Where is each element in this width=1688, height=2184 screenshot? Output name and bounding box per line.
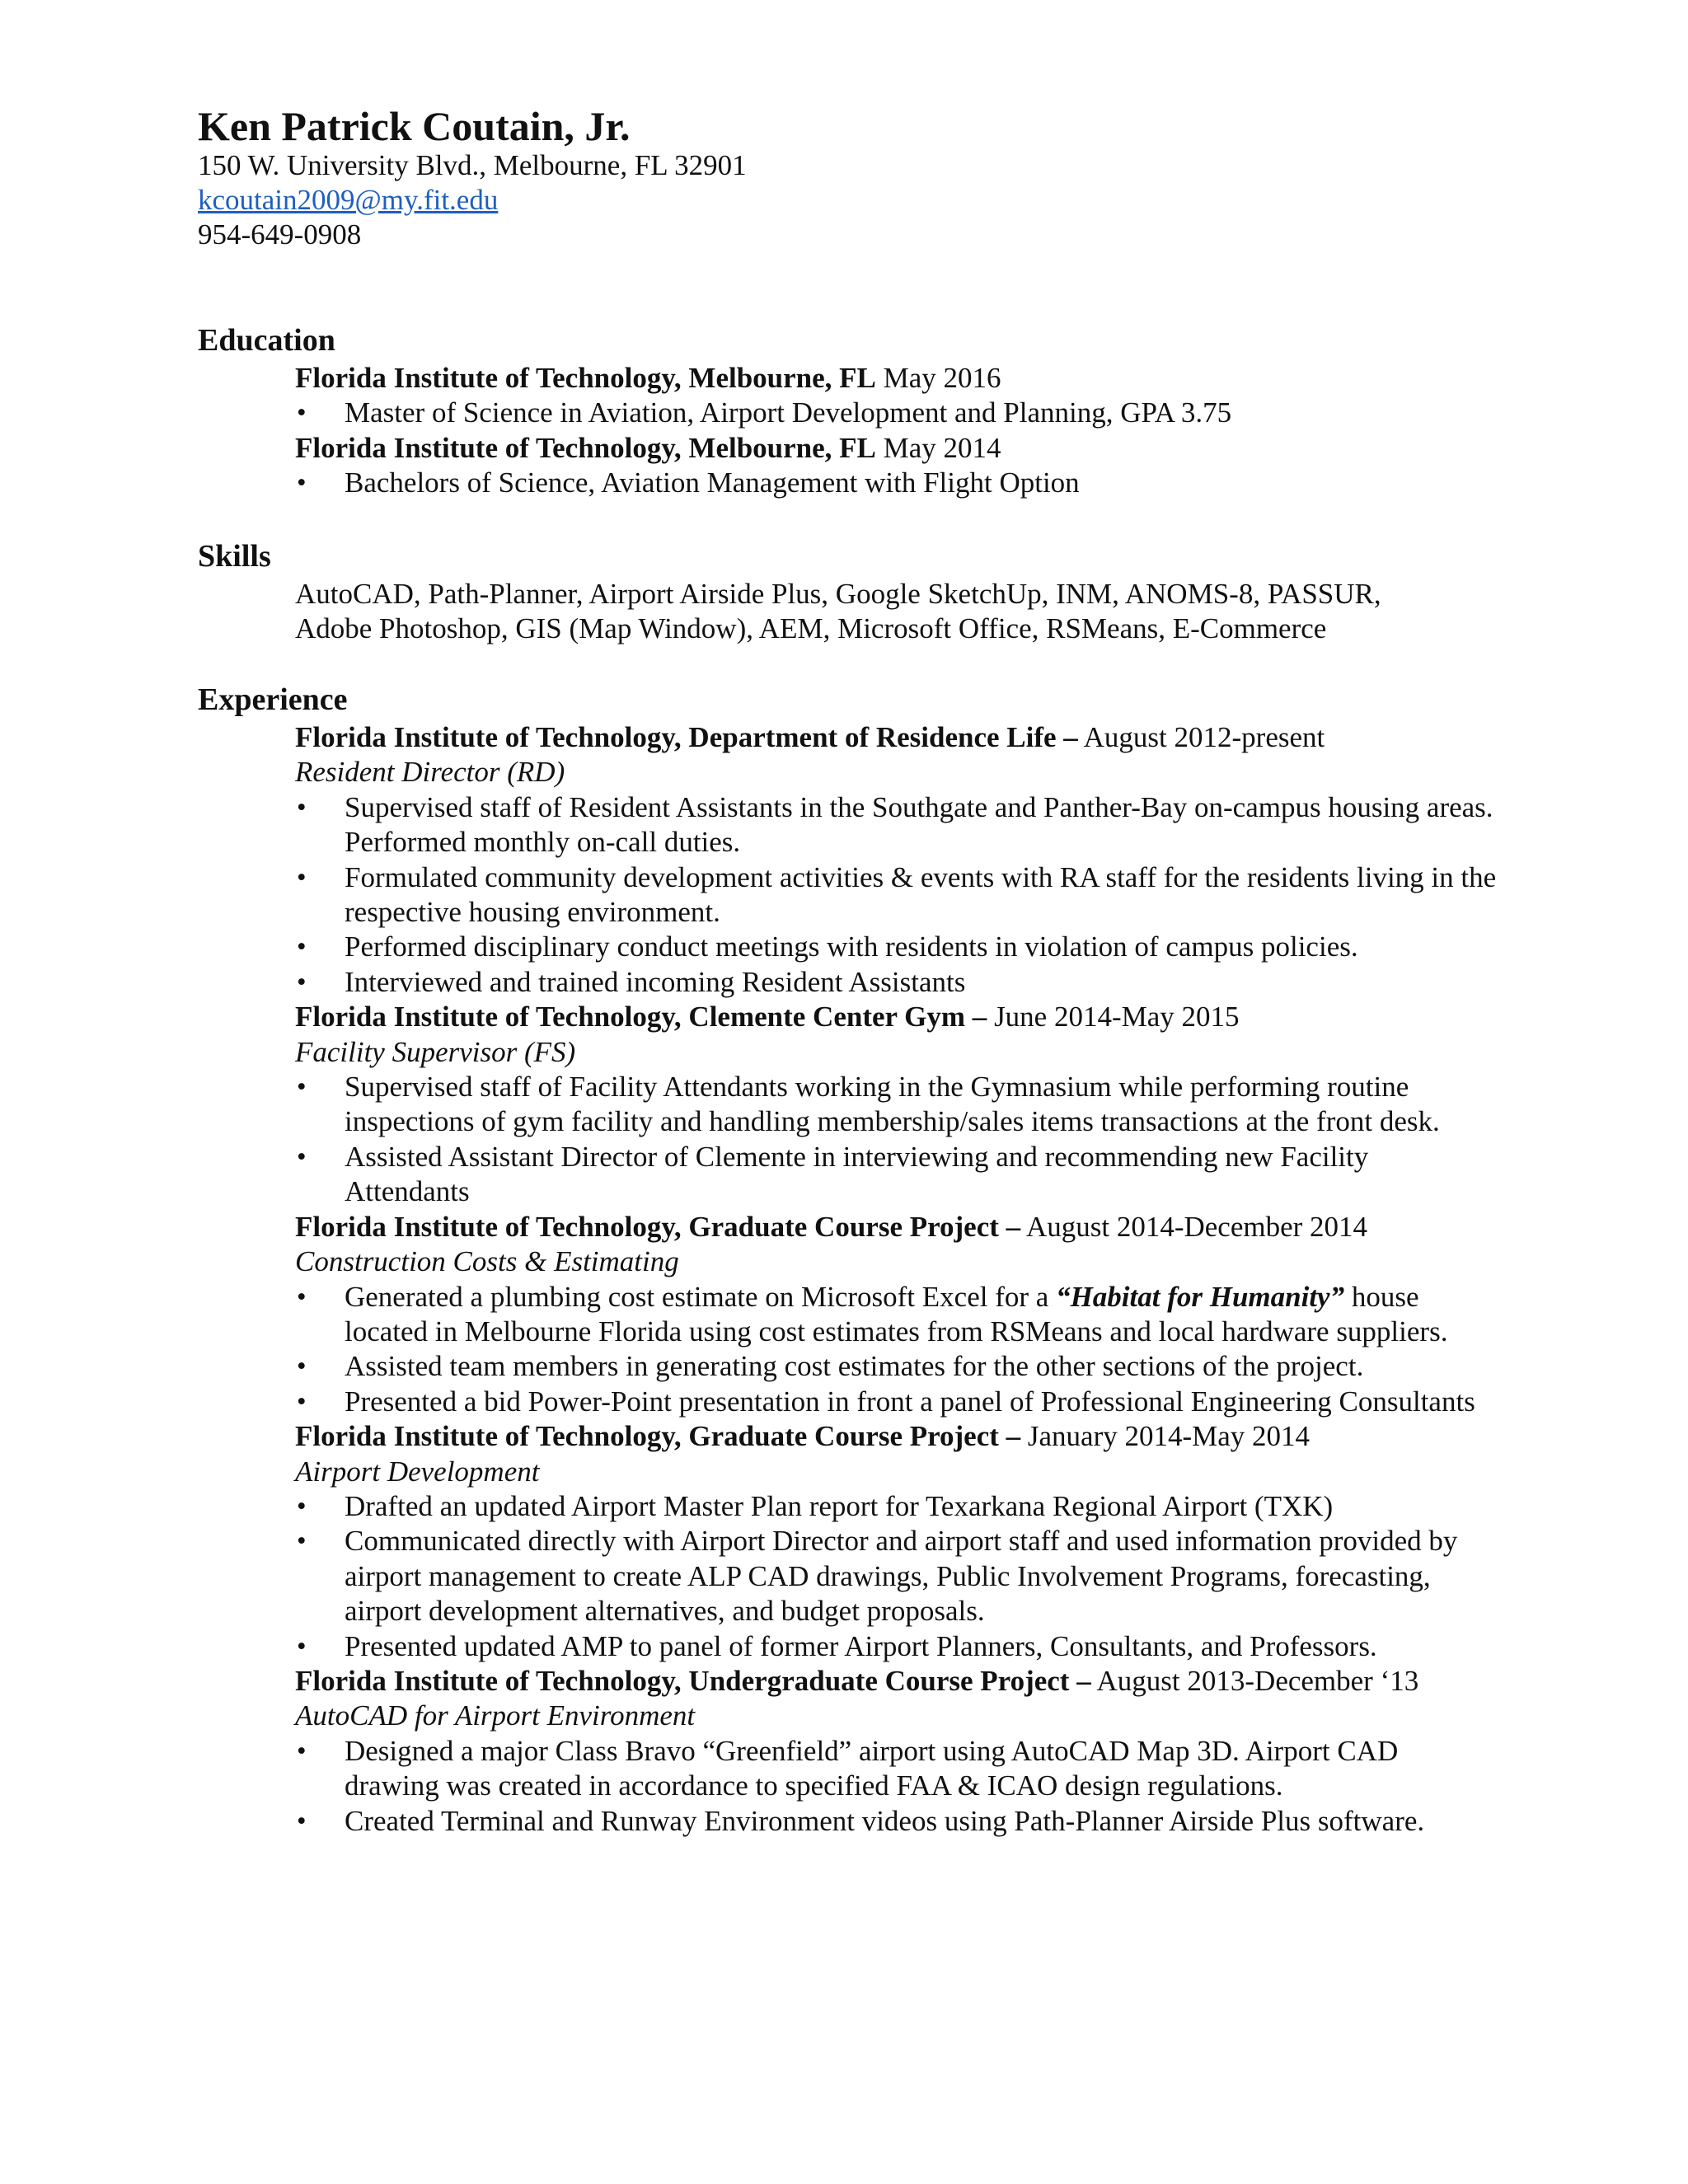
education-heading: Education xyxy=(198,323,335,358)
job-bullet: • Designed a major Class Bravo “Greenfield” airport using AutoCAD Map 3D. Airport CAD drawing was created in accordance to specified FAA & ICAO design regulations. xyxy=(295,1734,1498,1804)
education-entry-detail: • Bachelors of Science, Aviation Management with Flight Option xyxy=(295,466,1498,500)
job-bullet: • Presented a bid Power-Point presentation in front a panel of Professional Engineering Consultants xyxy=(295,1385,1498,1419)
phone-number: 954-649-0908 xyxy=(198,218,362,251)
job-bullet: • Supervised staff of Resident Assistants in the Southgate and Panther-Bay on-campus housing areas. Performed monthly on-call duties. xyxy=(295,790,1498,860)
job-bullet: • Created Terminal and Runway Environment videos using Path-Planner Airside Plus software. xyxy=(295,1804,1498,1839)
education-entry-school: Florida Institute of Technology, Melbourne, FL May 2014 xyxy=(295,431,1001,464)
job-bullet: • Generated a plumbing cost estimate on Microsoft Excel for a “Habitat for Humanity” house located in Melbourne Florida using cost estimates from RSMeans and local hardware suppliers. xyxy=(295,1280,1498,1350)
job-header: Florida Institute of Technology, Undergraduate Course Project – August 2013-December ‘13 xyxy=(295,1664,1419,1697)
skills-line: AutoCAD, Path-Planner, Airport Airside Plus, Google SketchUp, INM, ANOMS-8, PASSUR, xyxy=(295,578,1381,610)
job-bullet: • Performed disciplinary conduct meetings with residents in violation of campus policies. xyxy=(295,930,1498,964)
job-role: Facility Supervisor (FS) xyxy=(295,1035,576,1068)
education-entry-detail: • Master of Science in Aviation, Airport Development and Planning, GPA 3.75 xyxy=(295,396,1498,430)
skills-line: Adobe Photoshop, GIS (Map Window), AEM, Microsoft Office, RSMeans, E-Commerce xyxy=(295,612,1327,645)
job-bullet: • Drafted an updated Airport Master Plan report for Texarkana Regional Airport (TXK) xyxy=(295,1489,1498,1524)
email-link[interactable]: kcoutain2009@my.fit.edu xyxy=(198,184,499,216)
job-header: Florida Institute of Technology, Clemente Center Gym – June 2014-May 2015 xyxy=(295,1001,1240,1033)
address: 150 W. University Blvd., Melbourne, FL 32901 xyxy=(198,149,747,181)
job-header: Florida Institute of Technology, Graduate Course Project – January 2014-May 2014 xyxy=(295,1420,1311,1453)
job-header: Florida Institute of Technology, Department of Residence Life – August 2012-present xyxy=(295,721,1325,753)
job-role: Airport Development xyxy=(295,1455,540,1488)
habitat-for-humanity-emphasis: “Habitat for Humanity” xyxy=(1056,1280,1345,1313)
job-role: Construction Costs & Estimating xyxy=(295,1245,679,1278)
experience-heading: Experience xyxy=(198,682,348,717)
job-bullet: • Presented updated AMP to panel of former Airport Planners, Consultants, and Professors. xyxy=(295,1629,1498,1664)
job-header: Florida Institute of Technology, Graduate Course Project – August 2014-December 2014 xyxy=(295,1210,1368,1243)
skills-heading: Skills xyxy=(198,539,271,574)
job-role: AutoCAD for Airport Environment xyxy=(295,1699,696,1732)
education-entry-school: Florida Institute of Technology, Melbourne, FL May 2016 xyxy=(295,362,1001,394)
education-section xyxy=(295,361,1498,501)
skills-section xyxy=(295,577,1498,647)
applicant-name: Ken Patrick Coutain, Jr. xyxy=(198,103,631,149)
experience-section xyxy=(295,720,1498,1839)
job-bullet: • Assisted team members in generating cost estimates for the other sections of the project. xyxy=(295,1349,1498,1384)
job-bullet: • Communicated directly with Airport Director and airport staff and used information provided by airport management to create ALP CAD drawings, Public Involvement Programs, forecasting, airport development alternatives, and budget proposals. xyxy=(295,1524,1498,1629)
job-bullet: • Assisted Assistant Director of Clemente in interviewing and recommending new Facility Attendants xyxy=(295,1140,1498,1210)
job-role: Resident Director (RD) xyxy=(295,756,565,789)
job-bullet: • Formulated community development activities & events with RA staff for the residents living in the respective housing environment. xyxy=(295,860,1498,930)
job-bullet: • Supervised staff of Facility Attendants working in the Gymnasium while performing routine inspections of gym facility and handling membership/sales items transactions at the front desk. xyxy=(295,1070,1498,1140)
job-bullet: • Interviewed and trained incoming Resident Assistants xyxy=(295,965,1498,1000)
